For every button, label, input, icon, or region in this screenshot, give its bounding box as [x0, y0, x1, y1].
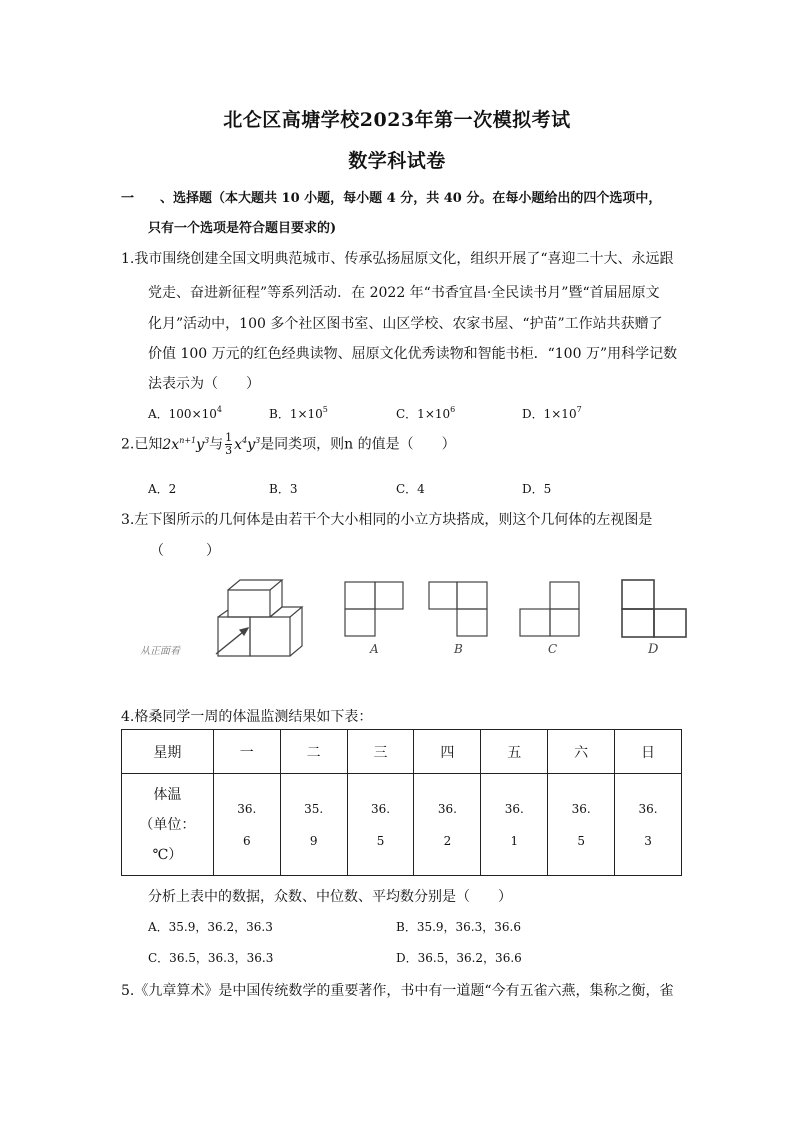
- day-cell: 五: [481, 730, 548, 774]
- day-cell: 日: [615, 730, 682, 774]
- choice-b-label: B: [454, 642, 463, 656]
- q1-option-c: C．$1\times 10^6$: [396, 405, 456, 421]
- day-cell: 六: [548, 730, 615, 774]
- q1-line-2: 党走、奋进新征程”等系列活动．在 2022 年“书香宜昌·全民读书月”暨“首届屈原文: [148, 285, 660, 301]
- page-subtitle: 数学科试卷: [348, 150, 446, 172]
- section-number: 一: [121, 191, 135, 206]
- q1-line-3: 化月”活动中，100 多个社区图书室、山区学校、农家书屋、“护苗”工作站共获赠了: [148, 316, 663, 332]
- q4-option-a: A．35.9，36.2，36.3: [148, 920, 273, 934]
- q4-option-c: C．36.5，36.3，36.3: [148, 951, 274, 965]
- q2-option-a: A．2: [148, 482, 177, 496]
- table-value-row: [122, 774, 682, 876]
- q1-option-a: A．$100\times 10^4$: [148, 405, 222, 421]
- figure-caption: 从正面看: [140, 646, 180, 657]
- day-cell: 四: [414, 730, 481, 774]
- cube-solid-drawing: [216, 580, 302, 656]
- day-cell: 三: [347, 730, 414, 774]
- q3-line-2: （ ）: [150, 543, 220, 559]
- q5-line-1: 5.《九章算术》是中国传统数学的重要著作，书中有一道题“今有五雀六燕，集称之衡，雀: [121, 983, 674, 999]
- q4-option-d: D．36.5，36.2，36.6: [396, 951, 522, 965]
- temp-value-cell: 36. 3: [615, 774, 682, 876]
- q1-line-1: 1.我市围绕创建全国文明典范城市、传承弘扬屈原文化，组织开展了“喜迎二十大、永远跟: [121, 251, 674, 267]
- temp-value-cell: 35. 9: [280, 774, 347, 876]
- temperature-table: [121, 729, 682, 876]
- q2-stem: 2.已知$2x^{n+1}y^3$与 $\frac{1}{3}$ $x^4y^3$是同类项，则n 的值是（ ）: [121, 431, 456, 457]
- page-title: 北仑区高塘学校2023年第一次模拟考试: [223, 109, 571, 131]
- q4-intro: 4.格桑同学一周的体温监测结果如下表：: [121, 709, 373, 725]
- temp-value-cell: 36. 2: [414, 774, 481, 876]
- day-cell: 二: [280, 730, 347, 774]
- q2-option-d: D．5: [522, 482, 552, 496]
- view-choice-b: [429, 582, 487, 636]
- choice-c-label: C: [548, 642, 558, 656]
- q1-line-4: 价值 100 万元的红色经典读物、屈原文化优秀读物和智能书柜．“100 万”用科学记数: [148, 346, 678, 362]
- table-header-label: 星期: [122, 730, 214, 774]
- day-cell: 一: [213, 730, 280, 774]
- q1-line-5: 法表示为（ ）: [148, 376, 260, 392]
- row-label: 体温 （单位： ℃）: [122, 774, 214, 876]
- temp-value-cell: 36. 6: [213, 774, 280, 876]
- view-choice-d: [622, 580, 686, 637]
- temp-value-cell: 36. 1: [481, 774, 548, 876]
- q2-option-c: C．4: [396, 482, 425, 496]
- table-header-row: [122, 730, 682, 774]
- q2-option-b: B．3: [269, 482, 298, 496]
- temp-value-cell: 36. 5: [347, 774, 414, 876]
- q3-figure: [140, 572, 710, 664]
- section-heading-line1: 、选择题（本大题共 10 小题，每小题 4 分，共 40 分。在每小题给出的四个选项中，: [160, 191, 662, 206]
- q1-option-b: B．$1\times 10^5$: [269, 405, 328, 421]
- choice-a-label: A: [370, 642, 379, 656]
- temp-value-cell: 36. 5: [548, 774, 615, 876]
- view-choice-c: [520, 582, 579, 636]
- q1-option-d: D．$1\times 10^7$: [522, 405, 582, 421]
- q3-line-1: 3.左下图所示的几何体是由若干个大小相同的小立方块搭成，则这个几何体的左视图是: [121, 512, 653, 528]
- q2-fraction: $\frac{1}{3}$: [225, 431, 233, 457]
- section-heading-line2: 只有一个选项是符合题目要求的): [148, 221, 337, 236]
- view-choice-a: [345, 582, 403, 636]
- choice-d-label: D: [648, 642, 659, 657]
- q4-question: 分析上表中的数据，众数、中位数、平均数分别是（ ）: [148, 889, 512, 905]
- q4-option-b: B．35.9，36.3，36.6: [396, 920, 521, 934]
